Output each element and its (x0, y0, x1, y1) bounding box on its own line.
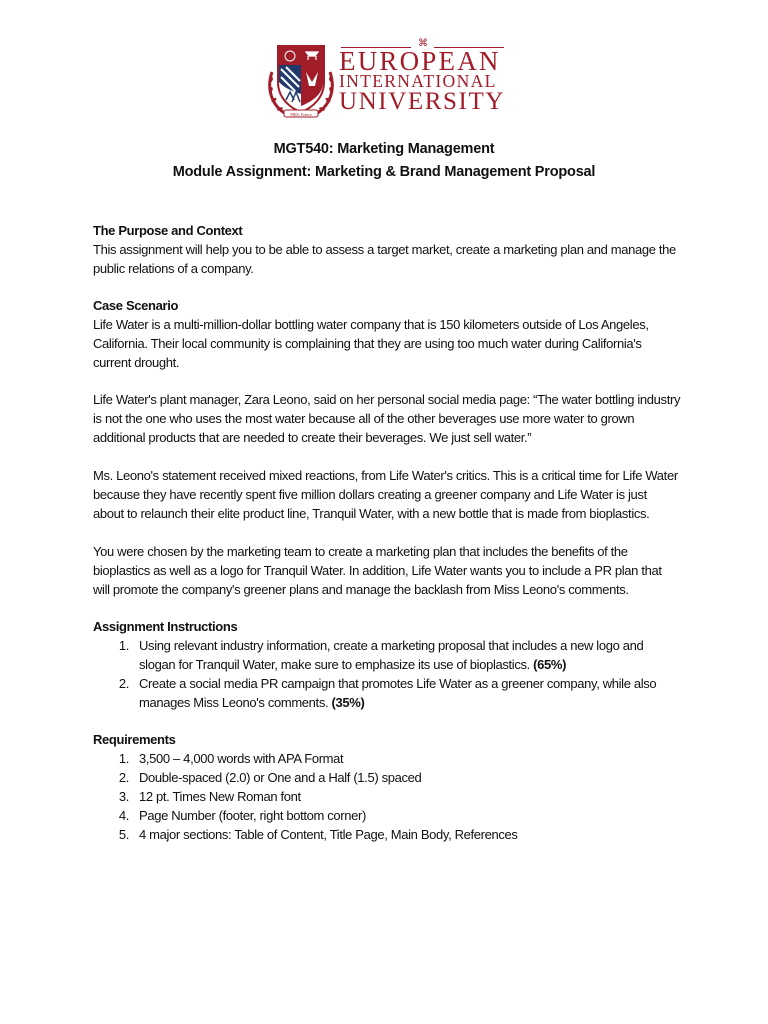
requirements-heading-block (93, 730, 683, 749)
wordmark-international: INTERNATIONAL (339, 71, 497, 91)
wordmark-university: UNIVERSITY (339, 88, 505, 115)
instructions-list (93, 636, 683, 712)
wordmark-ornament: ⌘ (418, 38, 428, 49)
instruction-2-line-1: Create a social media PR campaign that promotes Life Water as a greener company, while also (139, 676, 657, 691)
list-item (93, 768, 683, 787)
case-p1-line-3: current drought. (93, 355, 180, 370)
purpose-heading: The Purpose and Context (93, 223, 243, 238)
list-item (93, 636, 683, 674)
requirement-text: Page Number (footer, right bottom corner) (139, 808, 366, 823)
requirement-text: 4 major sections: Table of Content, Title Page, Main Body, References (139, 827, 518, 842)
list-number: 4. (118, 808, 129, 823)
purpose-section (93, 221, 683, 278)
case-p4-line-3: will promote the company's greener plans and manage the backlash from Miss Leono's comments. (93, 582, 629, 597)
list-item (93, 787, 683, 806)
requirements-heading: Requirements (93, 732, 176, 747)
wordmark-european: EUROPEAN (339, 46, 501, 76)
case-heading: Case Scenario (93, 298, 179, 313)
instruction-2-weight: (35%) (331, 695, 365, 710)
list-item (93, 749, 683, 768)
purpose-line-1: This assignment will help you to be able to assess a target market, create a marketing plan and manage the (93, 242, 676, 257)
list-item (93, 825, 683, 844)
case-p3-line-3: about to relaunch their elite product line, Tranquil Water, with a new bottle that is made from bioplastics. (93, 506, 650, 521)
requirement-text: 3,500 – 4,000 words with APA Format (139, 751, 344, 766)
case-p1-line-1: Life Water is a multi-million-dollar bottling water company that is 150 kilometers outside of Los Angeles, (93, 317, 649, 332)
case-p2-line-3: additional products that are needed to create their beverages. We just sell water.” (93, 430, 532, 445)
case-p2-line-1: Life Water's plant manager, Zara Leono, said on her personal social media page: “The water bottling industry (93, 392, 681, 407)
case-p4-line-2: bioplastics as well as a logo for Tranquil Water. In addition, Life Water wants you to include a PR plan that (93, 563, 662, 578)
instructions-heading-block (93, 617, 683, 636)
requirement-text: 12 pt. Times New Roman font (139, 789, 301, 804)
list-item (93, 806, 683, 825)
instruction-1-line-2: slogan for Tranquil Water, make sure to emphasize its use of bioplastics. (139, 657, 534, 672)
case-p3-line-1: Ms. Leono's statement received mixed reactions, from Life Water's critics. This is a critical time for Life Water (93, 468, 678, 483)
list-item (93, 674, 683, 712)
case-paragraph-3 (93, 466, 683, 523)
list-number: 1. (118, 638, 129, 653)
course-title: MGT540: Marketing Management (273, 141, 495, 157)
instructions-heading: Assignment Instructions (93, 619, 238, 634)
case-paragraph-2 (93, 390, 683, 447)
list-number: 3. (118, 789, 129, 804)
case-p3-line-2: because they have recently spent five million dollars creating a greener company and Life Water is just (93, 487, 647, 502)
case-p4-line-1: You were chosen by the marketing team to create a marketing plan that includes the benefits of the (93, 544, 628, 559)
case-p1-line-2: California. Their local community is complaining that they are using too much water during California's (93, 336, 642, 351)
list-number: 2. (118, 676, 129, 691)
instruction-2-line-2: manages Miss Leono's comments. (139, 695, 332, 710)
case-paragraph-4 (93, 542, 683, 599)
crest-motto: PRIS, France (290, 112, 312, 117)
case-p2-line-2: is not the one who uses the most water because all of the other beverages use more water to grown (93, 411, 635, 426)
case-section (93, 296, 683, 372)
requirement-text: Double-spaced (2.0) or One and a Half (1.5) spaced (139, 770, 422, 785)
list-number: 2. (118, 770, 129, 785)
list-number: 5. (118, 827, 129, 842)
list-number: 1. (118, 751, 129, 766)
purpose-line-2: public relations of a company. (93, 261, 254, 276)
crest-icon (266, 42, 336, 122)
requirements-list (93, 749, 683, 844)
university-logo (266, 40, 506, 124)
instruction-1-line-1: Using relevant industry information, create a marketing proposal that includes a new logo and (139, 638, 644, 653)
instruction-1-weight: (65%) (533, 657, 567, 672)
assignment-title: Module Assignment: Marketing & Brand Management Proposal (172, 164, 596, 180)
